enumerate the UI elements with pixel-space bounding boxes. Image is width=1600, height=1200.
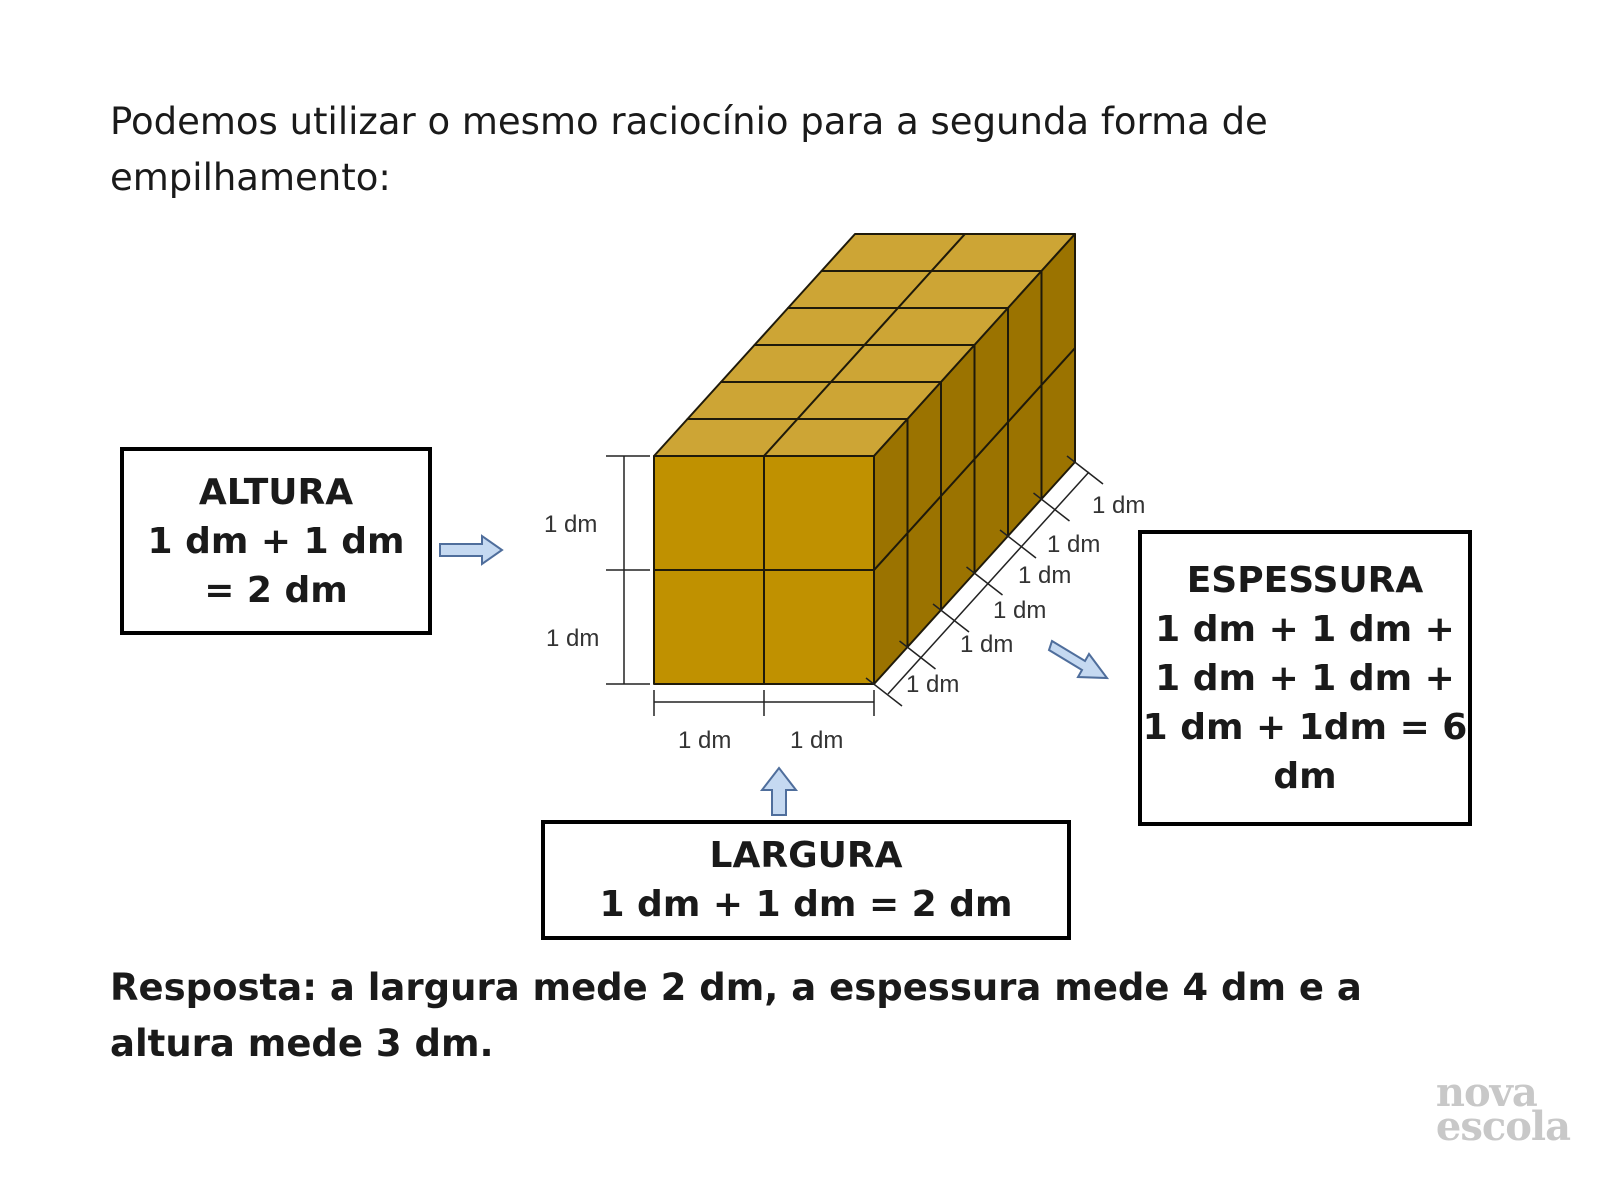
depth-label-5: 1 dm (1047, 531, 1101, 558)
espessura-line-2: 1 dm + 1 dm + (1155, 657, 1455, 699)
height-label-1: 1 dm (544, 511, 598, 538)
height-label-2: 1 dm (546, 625, 600, 652)
espessura-line-1: 1 dm + 1 dm + (1155, 608, 1455, 650)
espessura-box (1138, 530, 1472, 826)
depth-tick (900, 641, 936, 669)
espessura-line-3: 1 dm + 1dm = 6 (1142, 706, 1468, 748)
espessura-line-4: dm (1273, 755, 1337, 797)
width-label-1: 1 dm (678, 727, 732, 754)
intro-text: Podemos utilizar o mesmo raciocínio para a segunda forma de empilhamento: (110, 100, 1268, 199)
logo-line-2: escola (1435, 1103, 1570, 1150)
nova-escola-logo (1435, 1069, 1570, 1150)
altura-line-2: = 2 dm (204, 569, 348, 611)
largura-box (541, 820, 1071, 940)
depth-label-4: 1 dm (1018, 562, 1072, 589)
depth-label-3: 1 dm (993, 597, 1047, 624)
largura-line-1: 1 dm + 1 dm = 2 dm (599, 884, 1013, 925)
front-face (654, 570, 764, 684)
depth-label-6: 1 dm (1092, 492, 1146, 519)
arrow-right-icon (440, 536, 502, 564)
altura-line-1: 1 dm + 1 dm (147, 520, 405, 562)
arrow-down-right-icon (1049, 641, 1107, 678)
depth-label-1: 1 dm (906, 671, 960, 698)
altura-box (120, 447, 432, 635)
depth-tick (1034, 493, 1070, 521)
front-face (764, 570, 874, 684)
depth-tick (933, 604, 969, 632)
front-face (764, 456, 874, 570)
altura-title: ALTURA (198, 471, 354, 513)
width-label-2: 1 dm (790, 727, 844, 754)
depth-tick (1067, 456, 1103, 484)
largura-title: LARGURA (709, 835, 903, 876)
arrow-up-icon (762, 768, 796, 815)
front-face (654, 456, 764, 570)
logo-line-1: nova (1435, 1069, 1537, 1116)
depth-tick (1000, 530, 1036, 558)
espessura-title: ESPESSURA (1186, 559, 1424, 601)
depth-tick (967, 567, 1003, 595)
depth-label-2: 1 dm (960, 631, 1014, 658)
answer-text: Resposta: a largura mede 2 dm, a espessura mede 4 dm e a altura mede 3 dm. (110, 966, 1362, 1065)
